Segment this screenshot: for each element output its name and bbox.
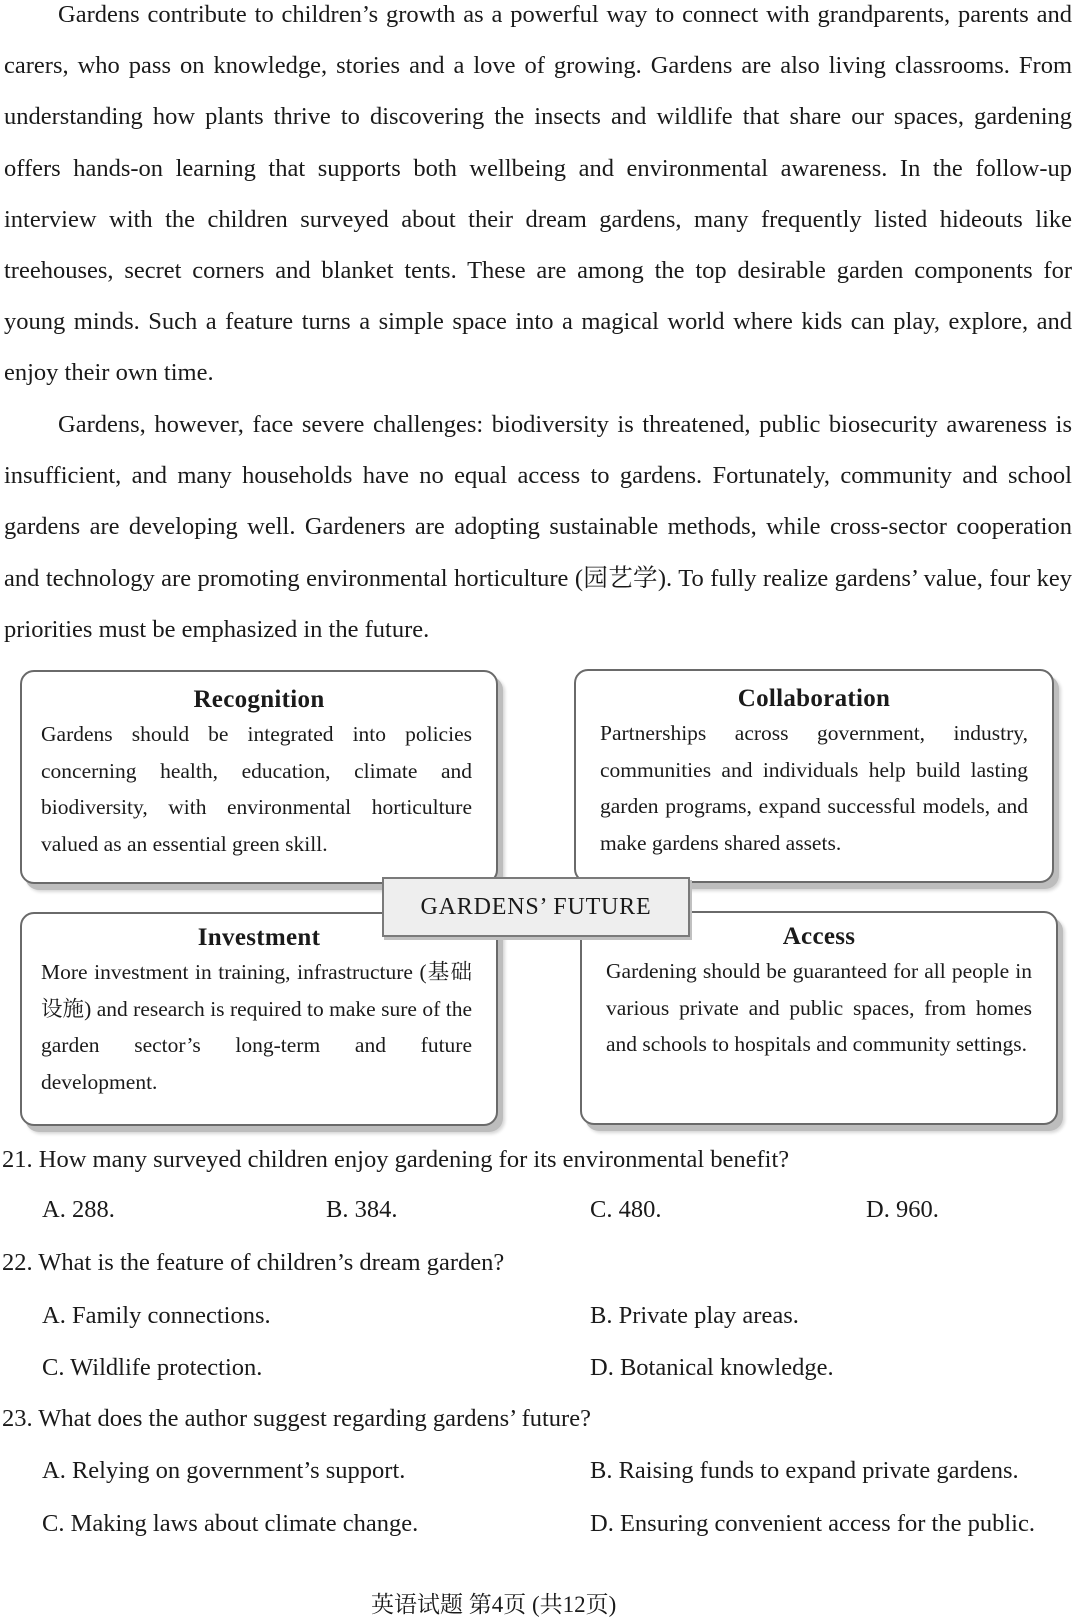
question-22-option-d[interactable]: D. Botanical knowledge. — [590, 1354, 834, 1381]
access-box — [580, 911, 1058, 1125]
question-22-option-c[interactable]: C. Wildlife protection. — [42, 1354, 263, 1381]
question-21-option-a[interactable]: A. 288. — [42, 1196, 115, 1223]
question-21-stem: 21. How many surveyed children enjoy gardening for its environmental benefit? — [2, 1146, 790, 1173]
recognition-title: Recognition — [193, 686, 325, 713]
collaboration-text: Partnerships across government, industry, communities and individuals help build lasting garden programs, expand successful models, and make gardens shared assets. — [600, 721, 1028, 855]
question-21-option-b[interactable]: B. 384. — [326, 1196, 398, 1223]
investment-box — [20, 912, 498, 1126]
passage-paragraph-2: Gardens, however, face severe challenges: biodiversity is threatened, public biosecurity awareness is insufficient, and many households have no equal access to gardens. Fortunately, community and school gardens are developing well. Gardeners are adopting sustainable methods, while cross-sector cooperation and technology are promoting environmental horticulture (园艺学). To fully realize gardens’ value, four key priorities must be emphasized in the future. — [4, 411, 1072, 643]
question-23-stem: 23. What does the author suggest regarding gardens’ future? — [2, 1405, 591, 1432]
question-22-option-b[interactable]: B. Private play areas. — [590, 1302, 799, 1329]
collaboration-title: Collaboration — [737, 685, 891, 712]
question-21-option-d[interactable]: D. 960. — [866, 1196, 939, 1223]
recognition-text: Gardens should be integrated into policies concerning health, education, climate and biodiversity, with environmental horticulture valued as an essential green skill. — [41, 722, 472, 856]
recognition-box — [20, 670, 498, 884]
passage-paragraph-1: Gardens contribute to children’s growth as a powerful way to connect with grandparents, parents and carers, who pass on knowledge, stories and a love of growing. Gardens are also living classrooms. From understanding how plants thrive to discovering the insects and wildlife that share our spaces, gardening offers hands-on learning that supports both wellbeing and environmental awareness. In the follow-up interview with the children surveyed about their dream gardens, many frequently listed hideouts like treehouses, secret corners and blanket tents. These are among the top desirable garden components for young minds. Such a feature turns a simple space into a magical world where kids can play, explore, and enjoy their own time. — [4, 1, 1072, 387]
question-22-stem: 22. What is the feature of children’s dream garden? — [2, 1249, 505, 1276]
collaboration-box — [574, 669, 1054, 883]
diagram-center-label: GARDENS’ FUTURE — [382, 877, 690, 937]
access-title: Access — [782, 923, 856, 950]
investment-title: Investment — [197, 924, 321, 951]
question-23-option-b[interactable]: B. Raising funds to expand private gardens. — [590, 1457, 1019, 1484]
question-21-option-c[interactable]: C. 480. — [590, 1196, 662, 1223]
question-22-option-a[interactable]: A. Family connections. — [42, 1302, 271, 1329]
question-23-option-c[interactable]: C. Making laws about climate change. — [42, 1510, 419, 1537]
page-footer: 英语试题 第4页 (共12页) — [371, 1592, 617, 1617]
question-23-option-d[interactable]: D. Ensuring convenient access for the public. — [590, 1510, 1035, 1537]
investment-text: More investment in training, infrastructure (基础设施) and research is required to make sure of the garden sector’s long-term and future development. — [41, 960, 472, 1094]
question-23-option-a[interactable]: A. Relying on government’s support. — [42, 1457, 406, 1484]
access-text: Gardening should be guaranteed for all people in various private and public spaces, from homes and schools to hospitals and community settings. — [606, 959, 1032, 1057]
